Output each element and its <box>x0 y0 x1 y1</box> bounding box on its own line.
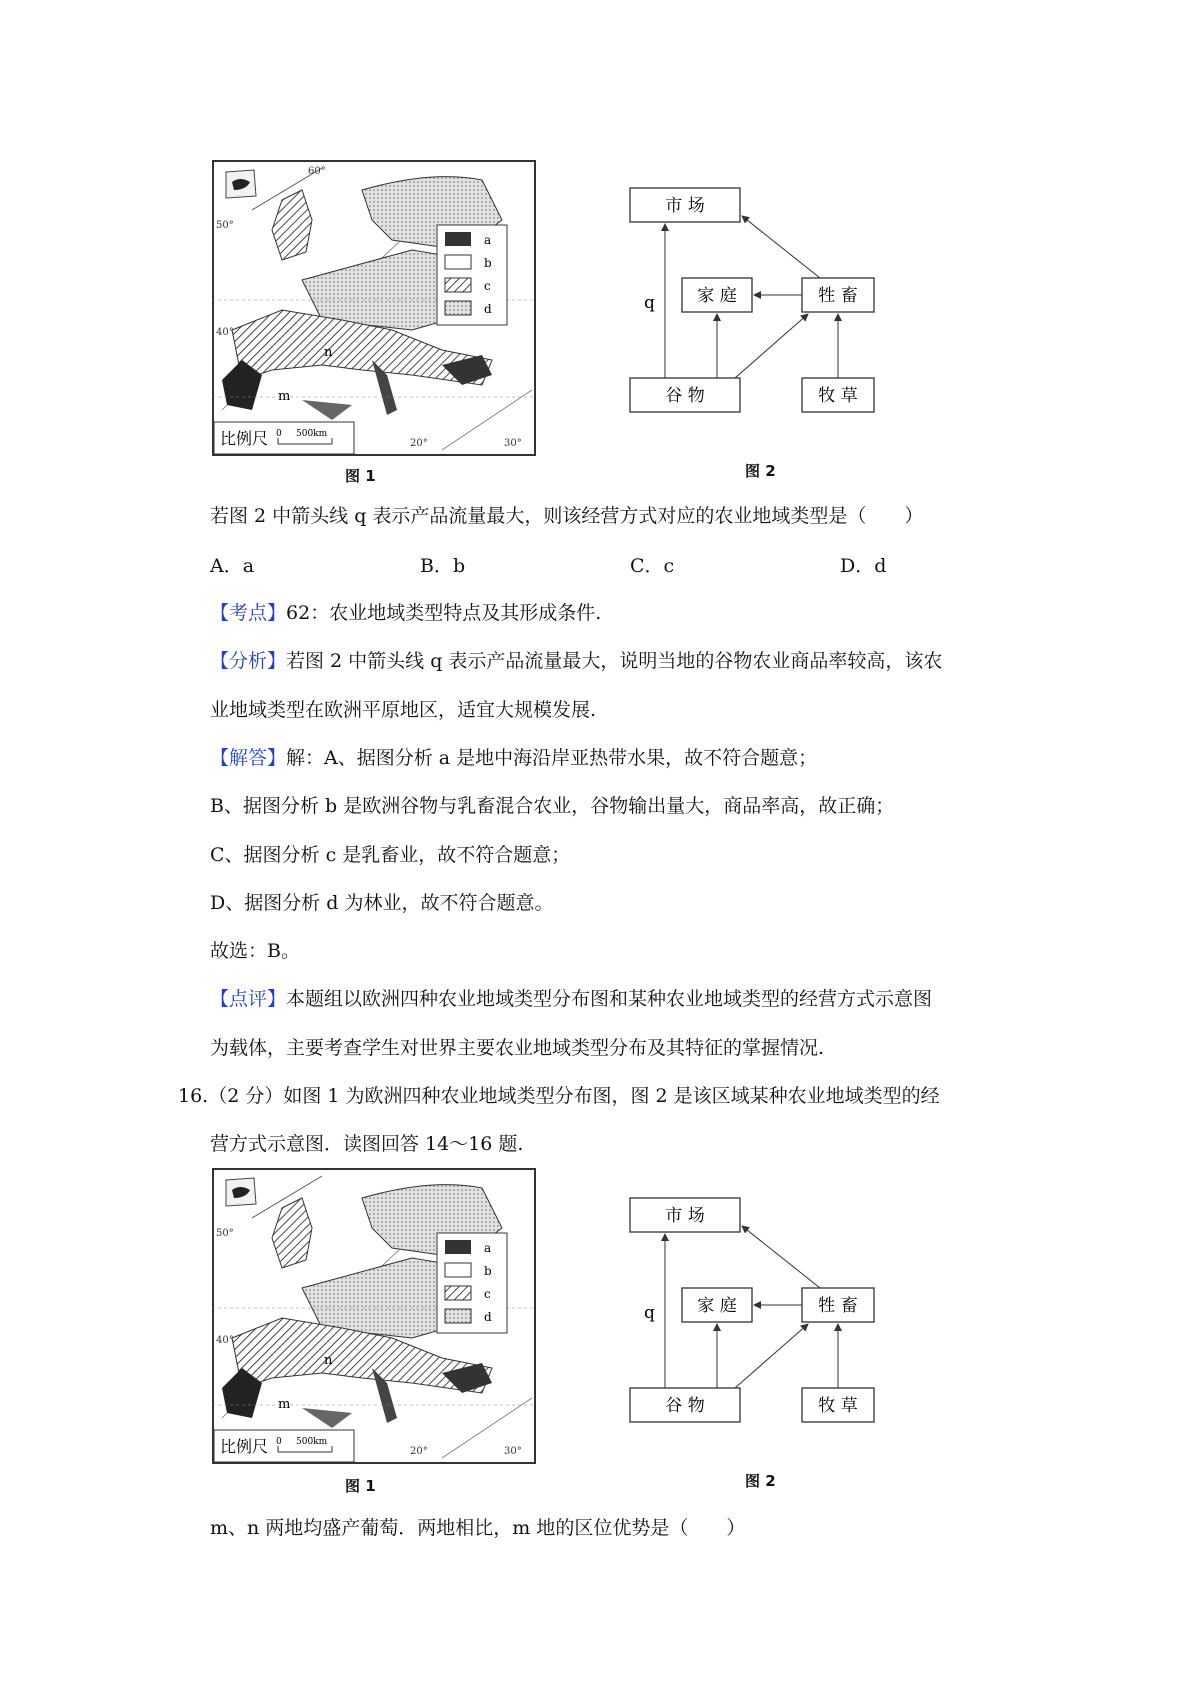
q15-question: 若图 2 中箭头线 q 表示产品流量最大，则该经营方式对应的农业地域类型是（ ） <box>210 505 924 527</box>
legend-swatch-c <box>445 1286 471 1300</box>
legend-label-d: d <box>484 1310 492 1324</box>
legend-swatch-c <box>445 278 471 292</box>
dianping-line-1 <box>210 986 932 1012</box>
node-pasture-label: 牧 草 <box>818 386 858 406</box>
node-market-label: 市 场 <box>665 196 705 216</box>
legend-label-d: d <box>484 302 492 316</box>
node-family-label: 家 庭 <box>697 286 737 306</box>
figure-2-caption: 图 2 <box>745 462 776 480</box>
europe-map-2 <box>212 1168 536 1464</box>
figure-2-caption-2: 图 2 <box>745 1472 776 1490</box>
lat-label-40: 40° <box>216 1335 234 1346</box>
node-grain-label: 谷 物 <box>665 386 705 406</box>
node-pasture-label: 牧 草 <box>818 1396 858 1416</box>
legend-label-b: b <box>484 1264 492 1278</box>
fenxi-line-2: 业地域类型在欧洲平原地区，适宜大规模发展. <box>210 699 597 721</box>
jieda-tag: 【解答】 <box>210 747 287 769</box>
q16-intro-2: 营方式示意图．读图回答 14～16 题. <box>210 1133 524 1155</box>
fenxi-tag: 【分析】 <box>210 650 287 672</box>
flow-svg <box>620 180 880 425</box>
lat-label-40: 40° <box>216 327 234 338</box>
q15-options <box>210 553 1050 579</box>
legend-swatch-d <box>445 301 471 315</box>
fenxi-line-1 <box>210 648 942 674</box>
flow-diagram-1 <box>620 180 880 425</box>
arrow-grain-livestock <box>735 314 808 378</box>
arrow-livestock-market <box>742 1226 820 1288</box>
lon-label-60: 60° <box>308 166 326 177</box>
legend-label-c: c <box>484 279 491 293</box>
dianping-line-2: 为载体，主要考查学生对世界主要农业地域类型分布及其特征的掌握情况. <box>210 1037 825 1059</box>
map-figure-2 <box>212 1168 536 1464</box>
arrow-q-label: q <box>644 1303 655 1323</box>
kaodian-line <box>210 600 601 626</box>
arrow-grain-livestock <box>735 1324 808 1388</box>
node-family-label: 家 庭 <box>697 1296 737 1316</box>
map-legend-2 <box>437 1233 507 1333</box>
lon-label-20: 20° <box>410 438 428 449</box>
legend-label-b: b <box>484 256 492 270</box>
lon-label-30: 30° <box>504 1446 522 1457</box>
legend-swatch-d <box>445 1309 471 1323</box>
map-point-m: m <box>278 389 291 404</box>
lat-label-50: 50° <box>216 1228 234 1239</box>
legend-label-a: a <box>484 233 492 247</box>
kaodian-text: 62：农业地域类型特点及其形成条件. <box>286 602 602 624</box>
lat-label-50: 50° <box>216 220 234 231</box>
jieda-line-1 <box>210 745 817 771</box>
map-point-n: n <box>324 1353 333 1368</box>
map-scale-value: 500km <box>296 429 328 439</box>
map-scale-zero: 0 <box>276 1437 282 1447</box>
legend-swatch-b <box>445 1263 471 1277</box>
map-scale-zero: 0 <box>276 429 282 439</box>
jieda-line-3: C、据图分析 c 是乳畜业，故不符合题意； <box>210 844 571 866</box>
q16-intro-1: 16.（2 分）如图 1 为欧洲四种农业地域类型分布图，图 2 是该区域某种农业地域类型的经 <box>178 1085 940 1107</box>
map-scale <box>214 422 354 454</box>
lon-label-20: 20° <box>410 1446 428 1457</box>
legend-swatch-a <box>445 1240 471 1254</box>
map-scale-label: 比例尺 <box>220 1437 269 1456</box>
map-point-n: n <box>324 345 333 360</box>
figure-1-caption-2: 图 1 <box>345 1477 376 1495</box>
option-b: B．b <box>420 555 466 577</box>
legend-label-a: a <box>484 1241 492 1255</box>
arrow-livestock-market <box>742 216 820 278</box>
jieda-line-4: D、据图分析 d 为林业，故不符合题意。 <box>210 892 554 914</box>
node-livestock-label: 牲 畜 <box>818 286 858 306</box>
node-grain-label: 谷 物 <box>665 1396 705 1416</box>
map-legend <box>437 225 507 325</box>
map-scale-2 <box>214 1430 354 1462</box>
legend-swatch-a <box>445 232 471 246</box>
flow-svg-2 <box>620 1190 880 1435</box>
option-d: D．d <box>840 555 887 577</box>
map-point-m: m <box>278 1397 291 1412</box>
map-scale-label: 比例尺 <box>220 429 269 448</box>
option-a: A．a <box>210 555 255 577</box>
jieda-text-1: 解：A、据图分析 a 是地中海沿岸亚热带水果，故不符合题意； <box>286 747 818 769</box>
q16-question: m、n 两地均盛产葡萄．两地相比，m 地的区位优势是（ ） <box>210 1517 746 1539</box>
dianping-tag: 【点评】 <box>210 988 287 1010</box>
answer-line: 故选：B。 <box>210 940 300 962</box>
fenxi-text-1: 若图 2 中箭头线 q 表示产品流量最大，说明当地的谷物农业商品率较高，该农 <box>286 650 943 672</box>
legend-swatch-b <box>445 255 471 269</box>
figure-1-caption: 图 1 <box>345 467 376 485</box>
dianping-text-1: 本题组以欧洲四种农业地域类型分布图和某种农业地域类型的经营方式示意图 <box>286 988 933 1010</box>
flow-diagram-2 <box>620 1190 880 1435</box>
kaodian-tag: 【考点】 <box>210 602 287 624</box>
arrow-q-label: q <box>644 293 655 313</box>
node-livestock-label: 牲 畜 <box>818 1296 858 1316</box>
legend-label-c: c <box>484 1287 491 1301</box>
jieda-line-2: B、据图分析 b 是欧洲谷物与乳畜混合农业，谷物输出量大，商品率高，故正确； <box>210 795 895 817</box>
map-scale-value: 500km <box>296 1437 328 1447</box>
lon-label-30: 30° <box>504 438 522 449</box>
node-market-label: 市 场 <box>665 1206 705 1226</box>
option-c: C．c <box>630 555 675 577</box>
map-figure-1 <box>212 160 536 456</box>
europe-map <box>212 160 536 456</box>
